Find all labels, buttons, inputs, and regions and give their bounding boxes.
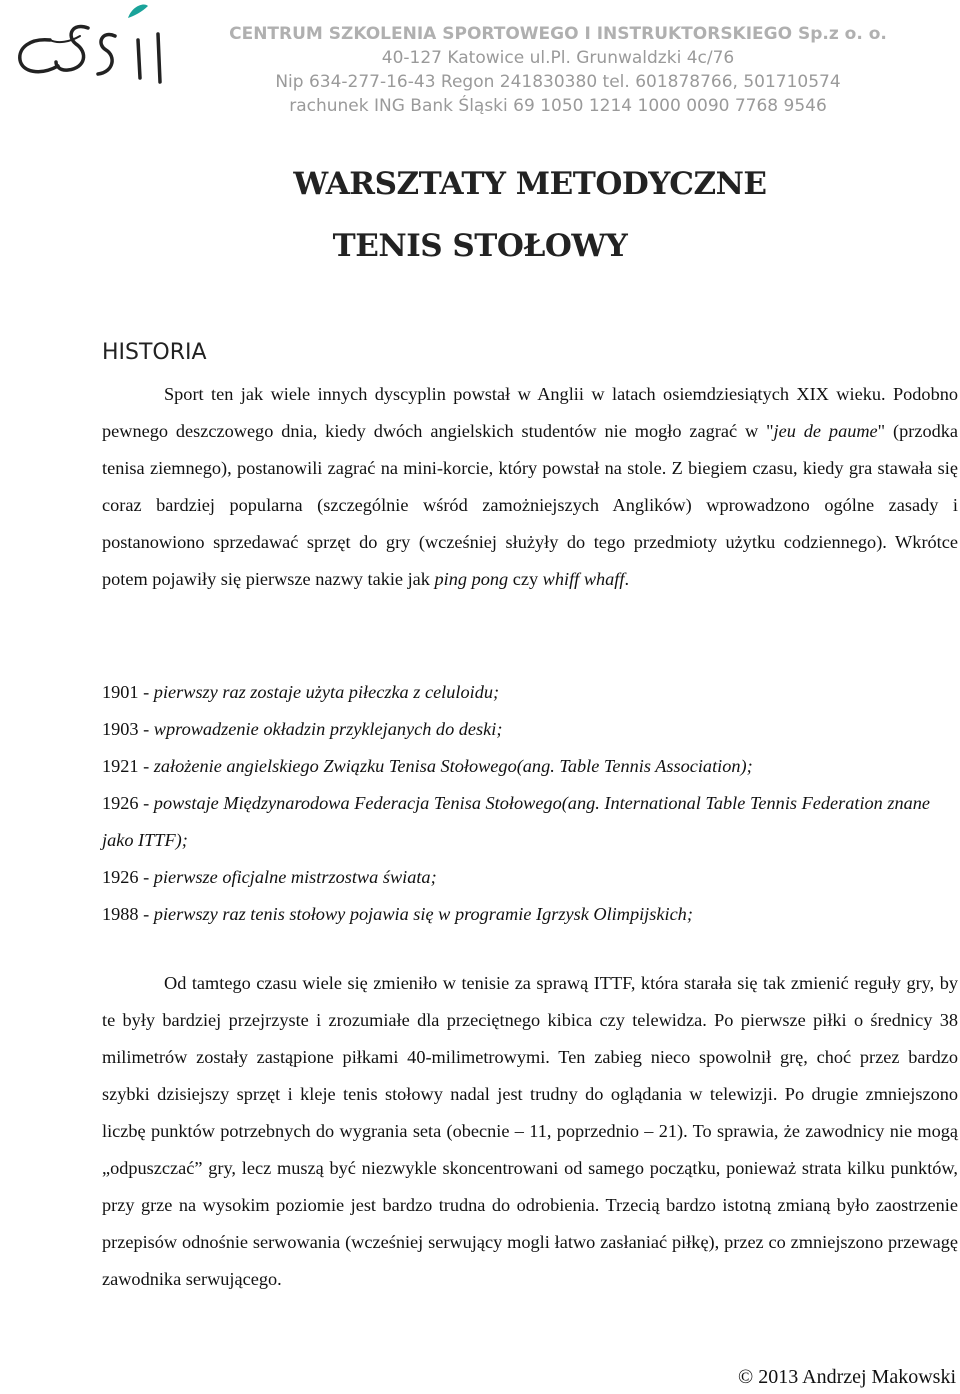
timeline-item (102, 711, 958, 748)
section-heading: HISTORIA (102, 340, 207, 365)
timeline-desc: pierwszy raz zostaje użyta piłeczka z celuloidu; (153, 682, 500, 702)
timeline-desc: założenie angielskiego Związku Tenisa Stołowego(ang. Table Tennis Association); (153, 756, 753, 776)
page-title-line1: WARSZTATY METODYCZNE (293, 166, 767, 202)
para1-italic-whiff-whaff: whiff whaff (542, 569, 625, 589)
para1-text-a: Sport ten jak wiele innych dyscyplin powstał w Anglii w latach osiemdziesiątych XIX wieku. Podobno pewnego deszczowego dnia, kiedy dwóch angielskich studentów nie mogło zagrać w " (102, 384, 958, 441)
timeline-item (102, 748, 958, 785)
history-paragraph-2: Od tamtego czasu wiele się zmieniło w tenisie za sprawą ITTF, która starała się tak zmienić reguły gry, by te były bardziej przejrzyste i zrozumiałe dla przeciętnego kibica czy telewidza. Po pierwsze piłki o średnicy 38 milimetrów zostały zastąpione piłkami 40-milimetrowymi. Ten zabieg nieco spowolnił grę, choć przez bardzo szybki dzisiejszy sprzęt i kleje tenis stołowy nadal jest trudny do oglądania w telewizji. Po drugie zmniejszono liczbę punktów potrzebnych do wygrania seta (obecnie – 11, poprzednio – 21). To sprawia, że zawodnicy nie mogą „odpuszczać” gry, lecz muszą być niezwykle skoncentrowani od samego początku, ponieważ strata kilku punktów, przy grze na wysokim poziomie jest bardzo trudna do odrobienia. Trzecią bardzo istotną zmianą było zaostrzenie przepisów odnośnie serwowania (wcześniej serwujący mogli łatwo zasłaniać piłkę), przez co zmniejszono przewagę zawodnika serwującego. (102, 973, 958, 1289)
timeline-item (102, 896, 958, 933)
company-ids: Nip 634-277-16-43 Regon 241830380 tel. 601878766, 501710574 (275, 72, 841, 92)
para1-text-c: czy (508, 569, 543, 589)
company-header (178, 22, 938, 118)
timeline-year: 1926 - (102, 867, 154, 887)
history-paragraph-1 (102, 376, 958, 598)
company-bank: rachunek ING Bank Śląski 69 1050 1214 1000 0090 7768 9546 (289, 96, 827, 116)
timeline-desc: wprowadzenie okładzin przyklejanych do deski; (153, 719, 503, 739)
company-name: CENTRUM SZKOLENIA SPORTOWEGO I INSTRUKTORSKIEGO Sp.z o. o. (229, 24, 887, 44)
para1-text-b: " (przodka tenisa ziemnego), postanowili zagrać na mini-korcie, który powstał na stole. Z biegiem czasu, kiedy gra stawała się coraz bardziej popularna (szczególnie wśród zamożniejszych Anglików) wprowadzono ogólne zasady i postanowiono sprzedawać sprzęt do gry (wcześniej służyły do tego przedmioty użytku codziennego). Wkrótce potem pojawiły się pierwsze nazwy takie jak (102, 421, 958, 589)
timeline-year: 1988 - (102, 904, 154, 924)
timeline-item (102, 785, 958, 859)
page-title-line2: TENIS STOŁOWY (332, 228, 628, 264)
company-logo (10, 0, 180, 100)
timeline-desc: pierwszy raz tenis stołowy pojawia się w programie Igrzysk Olimpijskich; (153, 904, 693, 924)
timeline-item (102, 674, 958, 711)
timeline-year: 1921 - (102, 756, 154, 776)
copyright-notice: © 2013 Andrzej Makowski (738, 1366, 956, 1388)
timeline-year: 1926 - (102, 793, 154, 813)
para1-text-d: . (624, 569, 630, 589)
history-timeline (102, 674, 958, 933)
timeline-year: 1901 - (102, 682, 154, 702)
timeline-desc: powstaje Międzynarodowa Federacja Tenisa Stołowego(ang. International Table Tennis Federation znane jako ITTF); (102, 793, 931, 850)
para1-italic-ping-pong: ping pong (434, 569, 509, 589)
timeline-item (102, 859, 958, 896)
para1-italic-jeu-de-paume: jeu de paume (773, 421, 878, 441)
company-address: 40-127 Katowice ul.Pl. Grunwaldzki 4c/76 (381, 48, 735, 68)
timeline-year: 1903 - (102, 719, 154, 739)
timeline-desc: pierwsze oficjalne mistrzostwa świata; (153, 867, 437, 887)
